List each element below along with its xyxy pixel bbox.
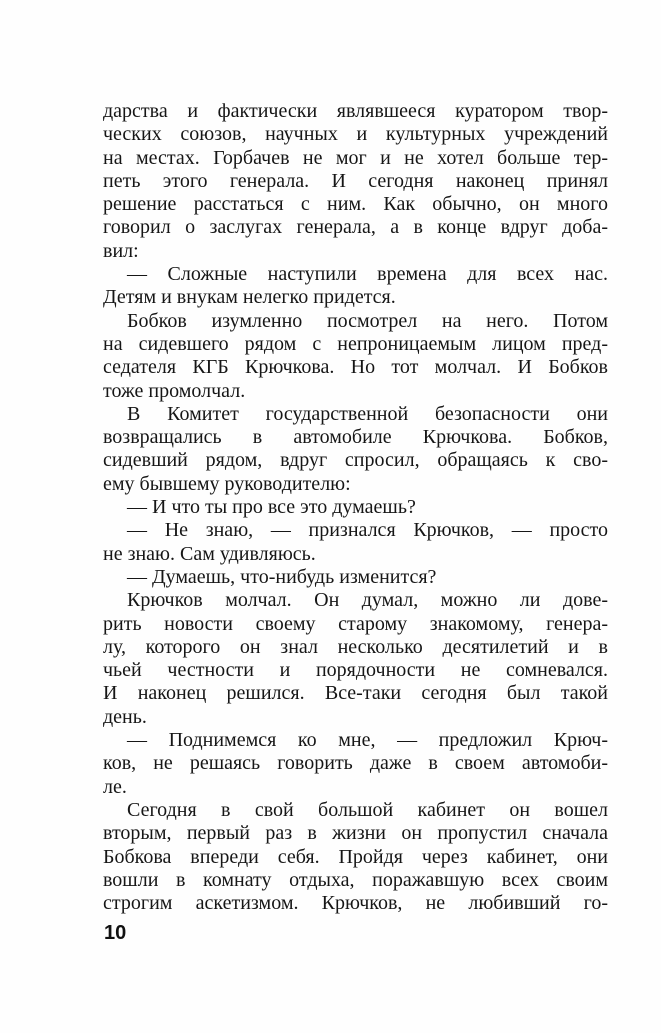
text-line: дарства и фактически являвшееся куратором твор- xyxy=(103,100,608,122)
text-line: решение расстаться с ним. Как обычно, он много xyxy=(103,193,608,216)
text-line: ческих союзов, научных и культурных учреждений xyxy=(103,123,608,146)
text-line: на местах. Горбачев не мог и не хотел больше тер- xyxy=(103,146,608,169)
text-line: вошли в комнату отдыха, поражавшую всех своим xyxy=(103,868,608,891)
text-line: Крючков молчал. Он думал, можно ли дове- xyxy=(127,589,608,612)
text-line: лу, которого он знал несколько десятилетий и в xyxy=(103,635,608,658)
text-line: вторым, первый раз в жизни он пропустил сначала xyxy=(103,822,608,845)
text-line: рить новости своему старому знакомому, генера- xyxy=(103,612,608,635)
text-line: на сидевшего рядом с непроницаемым лицом пред- xyxy=(103,332,608,355)
text-line: И наконец решился. Все-таки сегодня был такой xyxy=(103,682,608,705)
text-line: ков, не решаясь говорить даже в своем автомоби- xyxy=(103,752,608,775)
text-line: ему бывшему руководителю: xyxy=(103,472,351,495)
text-line: седателя КГБ Крючкова. Но тот молчал. И Бобков xyxy=(103,356,608,379)
text-line: возвращались в автомобиле Крючкова. Бобков, xyxy=(103,426,608,449)
text-line: не знаю. Сам удивляюсь. xyxy=(103,542,316,565)
text-line: говорил о заслугах генерала, а в конце вдруг доба- xyxy=(103,216,608,239)
text-line: день. xyxy=(103,705,147,728)
text-line: — Думаешь, что-нибудь изменится? xyxy=(127,565,437,588)
text-line: Бобкова впереди себя. Пройдя через кабинет, они xyxy=(103,845,608,868)
text-block xyxy=(103,100,608,915)
text-line: ле. xyxy=(103,775,127,798)
text-line: В Комитет государственной безопасности они xyxy=(127,402,608,425)
text-line: — Не знаю, — признался Крючков, — просто xyxy=(127,519,608,542)
text-line: Сегодня в свой большой кабинет он вошел xyxy=(127,798,608,821)
text-line: тоже промолчал. xyxy=(103,379,246,402)
page-number: 10 xyxy=(104,922,127,944)
text-line: сидевший рядом, вдруг спросил, обращаясь к сво- xyxy=(103,449,608,472)
text-line: строгим аскетизмом. Крючков, не любивший го- xyxy=(103,892,608,915)
text-line: Бобков изумленно посмотрел на него. Потом xyxy=(127,309,608,332)
text-line: чьей честности и порядочности не сомневался. xyxy=(103,659,608,682)
text-line: петь этого генерала. И сегодня наконец принял xyxy=(103,169,608,192)
text-line: — Сложные наступили времена для всех нас. xyxy=(127,263,608,286)
text-line: вил: xyxy=(103,239,139,262)
text-line: — И что ты про все это думаешь? xyxy=(127,496,416,519)
text-line: — Поднимемся ко мне, — предложил Крюч- xyxy=(127,729,608,752)
text-line: Детям и внукам нелегко придется. xyxy=(103,286,396,309)
